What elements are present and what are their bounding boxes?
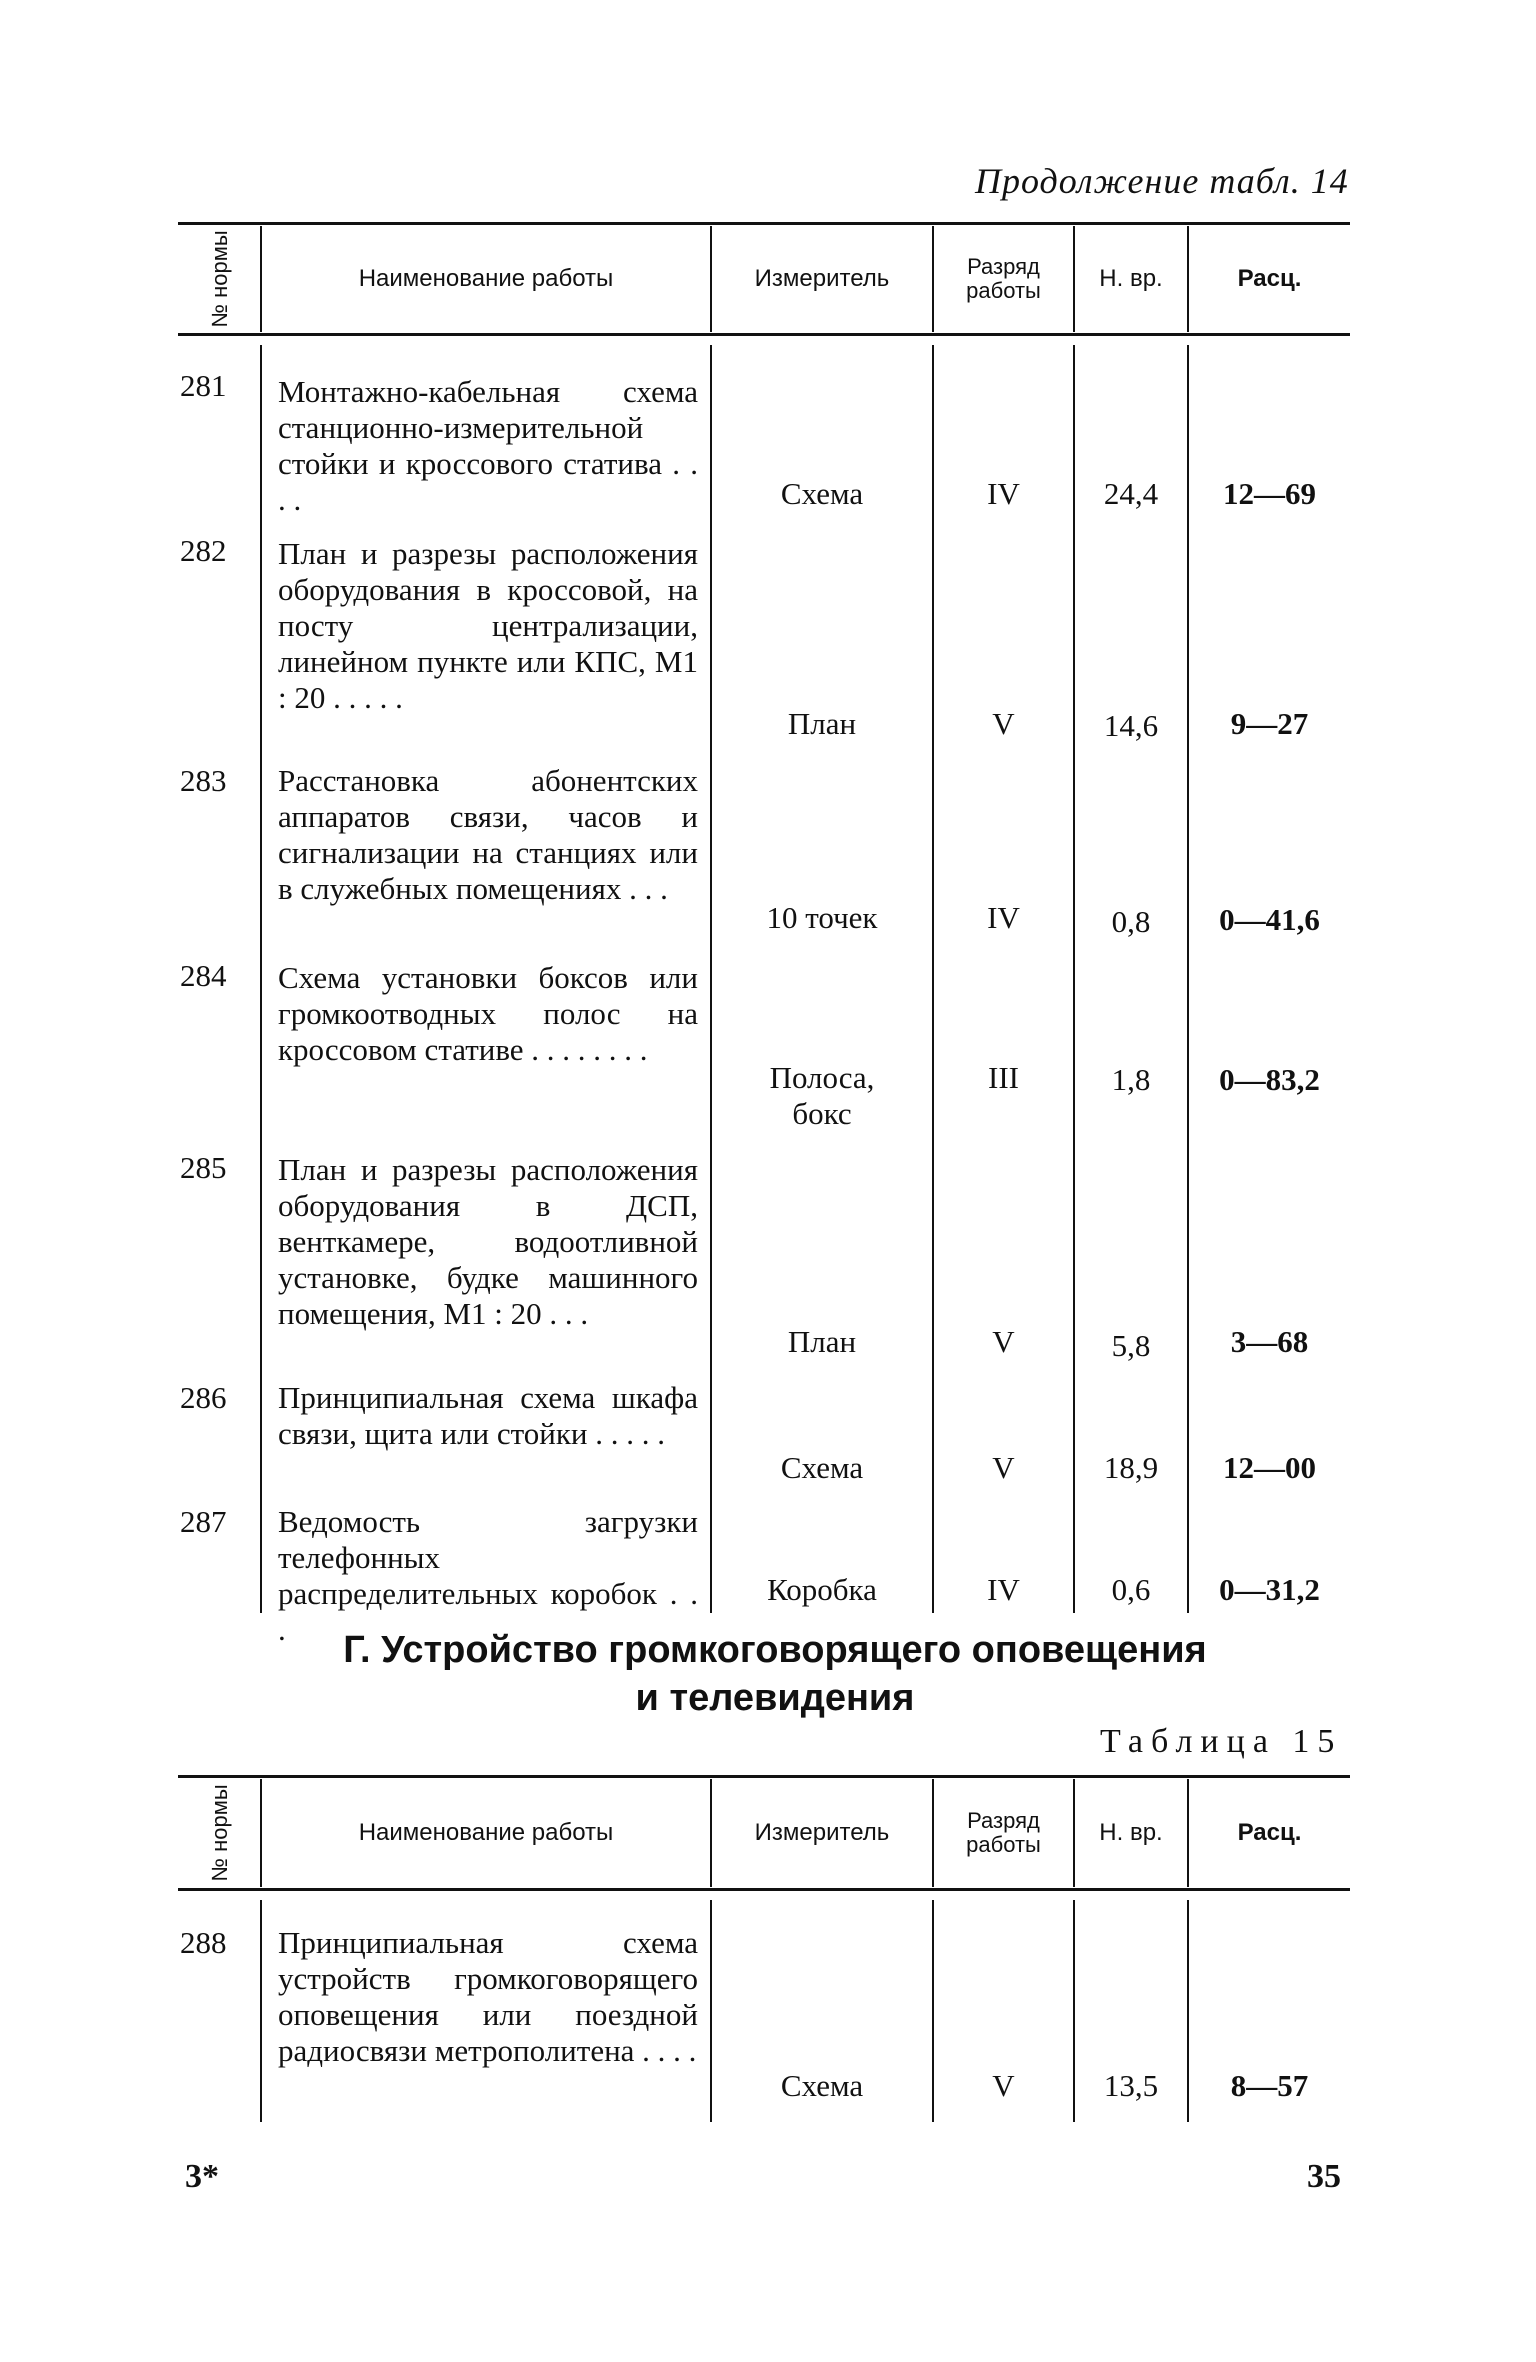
header-time: Н. вр. [1099, 265, 1163, 292]
row-num: 282 [180, 533, 227, 568]
header-grade [934, 1779, 1073, 1887]
row-time: 0,6 [1111, 1572, 1151, 1607]
row-grade: IV [987, 900, 1020, 935]
header-grade-line2: работы [966, 1832, 1041, 1857]
row-work: План и разрезы расположения оборудования в ДСП, венткамере, водоотливной установке, будке машинного помещения, М1 : 20 . . . [278, 1152, 698, 1331]
row-num: 288 [180, 1925, 227, 1960]
table-top-rule [178, 1775, 1350, 1778]
table-15-label: Таблица 15 [1100, 1723, 1343, 1760]
header-grade-line1: Разряд [967, 1808, 1040, 1833]
row-time: 13,5 [1103, 2068, 1159, 2103]
row-rate: 12—69 [1223, 476, 1316, 511]
column-divider [1073, 345, 1075, 1613]
column-divider [1187, 345, 1189, 1613]
row-work: План и разрезы расположения оборудования в кроссовой, на посту централизации, линейном пункте или КПС, М1 : 20 . . . . . [278, 536, 698, 715]
row-rate: 12—00 [1223, 1450, 1316, 1485]
row-unit: Коробка [767, 1572, 877, 1607]
row-num: 286 [180, 1380, 227, 1415]
column-divider [260, 1900, 262, 2122]
row-unit: Схема [780, 1450, 864, 1485]
row-time: 5,8 [1111, 1328, 1151, 1363]
header-num: № нормы [207, 1784, 232, 1882]
header-grade [934, 226, 1073, 332]
row-time: 0,8 [1111, 904, 1151, 939]
header-grade-line1: Разряд [967, 254, 1040, 279]
row-grade: IV [987, 476, 1020, 511]
row-rate: 8—57 [1230, 2068, 1309, 2103]
row-unit: 10 точек [766, 900, 878, 935]
table-top-rule [178, 222, 1350, 225]
row-rate: 0—83,2 [1219, 1062, 1320, 1097]
section-title-line1: Г. Устройство громкоговорящего оповещения [343, 1629, 1207, 1671]
table-header-rule [178, 1888, 1350, 1891]
row-num: 281 [180, 368, 227, 403]
signature-mark: 3* [185, 2158, 219, 2195]
row-num: 287 [180, 1504, 227, 1539]
row-num: 283 [180, 763, 227, 798]
row-time: 1,8 [1111, 1062, 1151, 1097]
row-work: Ведомость загрузки телефонных распределительных коробок . . . [278, 1504, 698, 1647]
row-time: 24,4 [1103, 476, 1159, 511]
row-num: 284 [180, 958, 227, 993]
header-grade-line2: работы [966, 278, 1041, 303]
row-unit: План [787, 706, 857, 741]
row-grade: V [992, 1324, 1015, 1359]
column-divider [260, 345, 262, 1613]
row-work: Монтажно-кабельная схема станционно-измерительной стойки и кроссового статива . . . . [278, 374, 698, 517]
row-unit: Схема [780, 2068, 864, 2103]
row-grade: V [992, 2068, 1015, 2103]
row-time: 18,9 [1103, 1450, 1159, 1485]
page-number: 35 [1307, 2158, 1341, 2195]
header-work: Наименование работы [358, 1819, 614, 1846]
header-time: Н. вр. [1099, 1819, 1163, 1846]
row-num: 285 [180, 1150, 227, 1185]
section-title-line2: и телевидения [635, 1677, 915, 1719]
row-work: Принципиальная схема устройств громкоговорящего оповещения или поездной радиосвязи метрополитена . . . . [278, 1925, 698, 2068]
table-header-rule [178, 333, 1350, 336]
row-rate: 9—27 [1230, 706, 1309, 741]
row-work: Схема установки боксов или громкоотводных полос на кроссовом стативе . . . . . . . . [278, 960, 698, 1067]
continuation-label: Продолжение табл. 14 [975, 161, 1349, 201]
column-divider [710, 345, 712, 1613]
row-unit: План [787, 1324, 857, 1359]
header-rate: Расц. [1237, 1819, 1302, 1846]
header-rate: Расц. [1237, 265, 1302, 292]
row-grade: III [988, 1060, 1019, 1095]
row-work: Принципиальная схема шкафа связи, щита или стойки . . . . . [278, 1380, 698, 1451]
header-unit: Измеритель [754, 1819, 890, 1846]
row-rate: 0—31,2 [1219, 1572, 1320, 1607]
row-grade: IV [987, 1572, 1020, 1607]
header-unit: Измеритель [754, 265, 890, 292]
row-unit: Полоса, бокс [769, 1060, 875, 1131]
header-num: № нормы [207, 230, 232, 328]
row-rate: 3—68 [1230, 1324, 1309, 1359]
row-grade: V [992, 706, 1015, 741]
header-work: Наименование работы [358, 265, 614, 292]
row-time: 14,6 [1103, 708, 1159, 743]
row-work: Расстановка абонентских аппаратов связи, часов и сигнализации на станциях или в служебных помещениях . . . [278, 763, 698, 906]
row-rate: 0—41,6 [1219, 902, 1320, 937]
row-unit: Схема [780, 476, 864, 511]
section-title [200, 1626, 1350, 1722]
row-grade: V [992, 1450, 1015, 1485]
column-divider [932, 345, 934, 1613]
